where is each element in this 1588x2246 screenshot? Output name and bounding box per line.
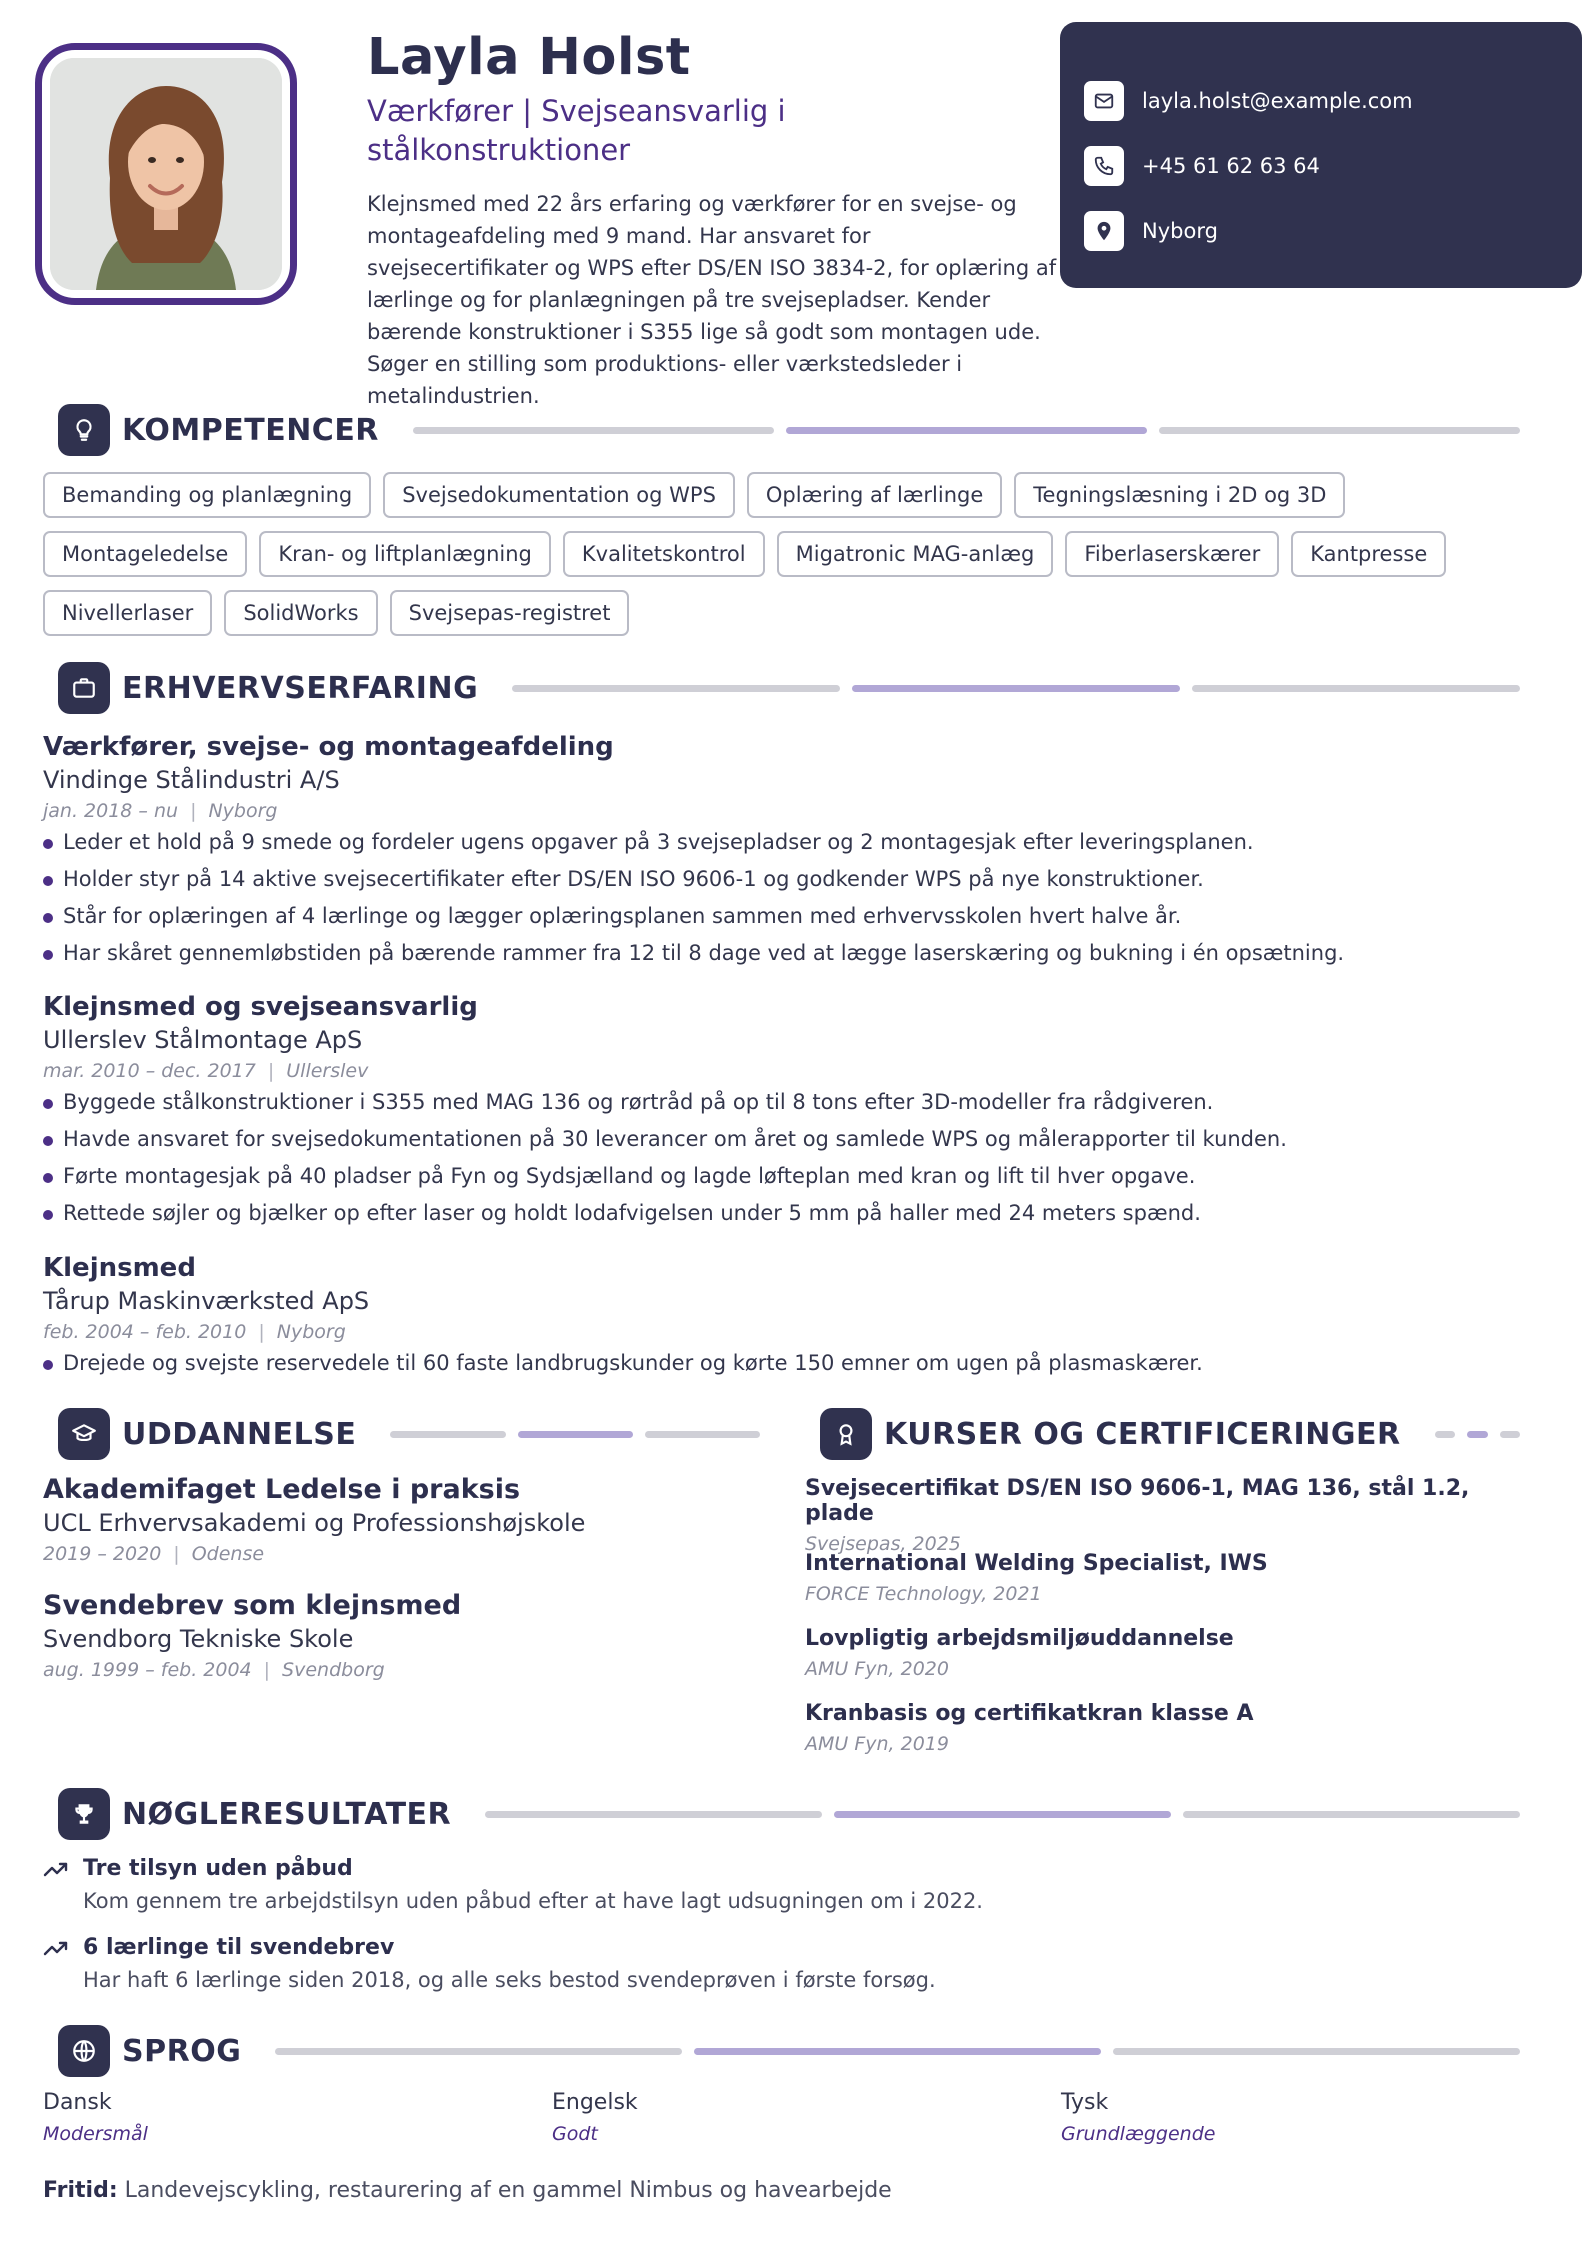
- company-name: Vindinge Stålindustri A/S: [43, 766, 340, 794]
- company-name: Tårup Maskinværksted ApS: [43, 1287, 370, 1315]
- course-meta: FORCE Technology, 2021: [805, 1583, 1042, 1605]
- experience-entry: [43, 1253, 1543, 1382]
- skill-tag: Svejsedokumentation og WPS: [383, 472, 735, 518]
- education-dates: 2019 – 2020: [43, 1543, 162, 1565]
- language-level: Godt: [552, 2123, 598, 2145]
- courses-section-header: [820, 1408, 1520, 1460]
- job-dates: mar. 2010 – dec. 2017: [43, 1060, 256, 1082]
- job-meta: mar. 2010 – dec. 2017 | Ullerslev: [43, 1060, 369, 1082]
- map-pin-icon: [1084, 211, 1124, 251]
- section-divider: [390, 1431, 760, 1438]
- course-meta: AMU Fyn, 2019: [805, 1733, 949, 1755]
- course-entry: [805, 1626, 1545, 1680]
- section-divider: [413, 427, 1520, 434]
- job-dates: jan. 2018 – nu: [43, 800, 179, 822]
- lightbulb-icon: [58, 404, 110, 456]
- result-description: Har haft 6 lærlinge siden 2018, og alle seks bestod svendeprøven i første forsøg.: [83, 1968, 936, 1992]
- job-dates: feb. 2004 – feb. 2010: [43, 1321, 247, 1343]
- course-entry: [805, 1476, 1545, 1555]
- skill-tag: Bemanding og planlægning: [43, 472, 371, 518]
- skill-tag: SolidWorks: [224, 590, 377, 636]
- section-title: KOMPETENCER: [122, 412, 379, 448]
- section-divider: [485, 1811, 1520, 1818]
- job-bullet: Leder et hold på 9 smede og fordeler ugens opgaver på 3 svejsepladser og 2 montagesjak efter leveringsplanen.: [43, 824, 1543, 861]
- job-meta: feb. 2004 – feb. 2010 | Nyborg: [43, 1321, 346, 1343]
- job-bullet: Har skåret gennemløbstiden på bærende rammer fra 12 til 8 dage ved at lægge laserskæring og bukning i én opsætning.: [43, 935, 1543, 972]
- profile-summary: Klejnsmed med 22 års erfaring og værkfører for en svejse- og montageafdeling med 9 mand. Har ansvaret for svejsecertifikater og WPS efter DS/EN ISO 3834-2, for oplæring af lærlinge og for planlægningen på tre svejsepladser. Kender bærende konstruktioner i S355 lige så godt som montagen ude. Søger en stilling som produktions- eller værkstedsleder i metalindustrien.: [367, 192, 1057, 408]
- job-bullets: [43, 824, 1543, 972]
- section-title: KURSER OG CERTIFICERINGER: [884, 1416, 1401, 1452]
- company-name: Ullerslev Stålmontage ApS: [43, 1026, 363, 1054]
- contact-phone[interactable]: +45 61 62 63 64: [1142, 153, 1320, 178]
- education-meta: aug. 1999 – feb. 2004 | Svendborg: [43, 1659, 385, 1681]
- contact-email-row[interactable]: [1084, 68, 1582, 133]
- education-location: Odense: [191, 1543, 265, 1565]
- job-location: Ullerslev: [286, 1060, 369, 1082]
- profile-photo: [50, 58, 282, 290]
- portrait-image: [50, 58, 282, 290]
- candidate-name: Layla Holst: [367, 28, 691, 87]
- hobbies-label: Fritid:: [43, 2178, 118, 2203]
- section-title: ERHVERVSERFARING: [122, 670, 479, 706]
- skill-tag: Migatronic MAG-anlæg: [777, 531, 1054, 577]
- contact-panel: [1060, 22, 1582, 288]
- skill-tag: Fiberlaserskærer: [1065, 531, 1279, 577]
- section-title: UDDANNELSE: [122, 1416, 357, 1452]
- trending-up-icon: [43, 1859, 69, 1879]
- job-bullets: [43, 1084, 1543, 1232]
- job-bullet: Drejede og svejste reservedele til 60 faste landbrugskunder og kørte 150 emner om ugen på plasmaskærer.: [43, 1345, 1543, 1382]
- phone-icon: [1084, 146, 1124, 186]
- skill-tag: Kantpresse: [1291, 531, 1446, 577]
- section-divider: [275, 2048, 1520, 2055]
- skills-section-header: [58, 404, 1520, 456]
- briefcase-icon: [58, 662, 110, 714]
- profile-photo-frame: [35, 43, 297, 305]
- language-name: Tysk: [1061, 2090, 1109, 2115]
- language-item: [43, 2090, 148, 2145]
- mail-icon: [1084, 81, 1124, 121]
- skills-list: [43, 472, 1533, 636]
- course-name: Lovpligtig arbejdsmiljøuddannelse: [805, 1626, 1234, 1651]
- skill-tag: Svejsepas-registret: [390, 590, 630, 636]
- job-location: Nyborg: [208, 800, 278, 822]
- trophy-icon: [58, 1788, 110, 1840]
- result-item: [43, 1935, 1543, 1992]
- education-title: Svendebrev som klejnsmed: [43, 1590, 462, 1621]
- experience-entry: [43, 992, 1543, 1232]
- job-title: Klejnsmed og svejseansvarlig: [43, 992, 478, 1022]
- job-title: Klejnsmed: [43, 1253, 196, 1283]
- language-level: Grundlæggende: [1061, 2123, 1216, 2145]
- skill-tag: Montageledelse: [43, 531, 247, 577]
- skill-tag: Nivellerlaser: [43, 590, 212, 636]
- result-description: Kom gennem tre arbejdstilsyn uden påbud efter at have lagt udsugningen om i 2022.: [83, 1889, 983, 1913]
- results-section-header: [58, 1788, 1520, 1840]
- education-dates: aug. 1999 – feb. 2004: [43, 1659, 252, 1681]
- contact-location-row: [1084, 198, 1582, 263]
- section-divider: [512, 685, 1520, 692]
- course-name: Kranbasis og certifikatkran klasse A: [805, 1701, 1254, 1726]
- job-bullet: Holder styr på 14 aktive svejsecertifikater efter DS/EN ISO 9606-1 og godkender WPS på nye konstruktioner.: [43, 861, 1543, 898]
- result-title: 6 lærlinge til svendebrev: [83, 1935, 395, 1960]
- job-title: Værkfører, svejse- og montageafdeling: [43, 732, 614, 762]
- contact-location: Nyborg: [1142, 218, 1218, 243]
- contact-phone-row[interactable]: [1084, 133, 1582, 198]
- language-name: Dansk: [43, 2090, 112, 2115]
- education-location: Svendborg: [282, 1659, 385, 1681]
- result-item: [43, 1856, 1543, 1913]
- contact-email[interactable]: layla.holst@example.com: [1142, 88, 1413, 113]
- skill-tag: Kvalitetskontrol: [563, 531, 765, 577]
- language-item: [552, 2090, 638, 2145]
- education-section-header: [58, 1408, 760, 1460]
- course-entry: [805, 1551, 1545, 1605]
- education-entry: [43, 1474, 763, 1565]
- skill-tag: Kran- og liftplanlægning: [259, 531, 551, 577]
- languages-section-header: [58, 2025, 1520, 2077]
- section-divider: [1435, 1431, 1520, 1438]
- course-meta: Svejsepas, 2025: [805, 1533, 961, 1555]
- trending-up-icon: [43, 1938, 69, 1958]
- course-name: International Welding Specialist, IWS: [805, 1551, 1268, 1576]
- skill-tag: Oplæring af lærlinge: [747, 472, 1002, 518]
- course-entry: [805, 1701, 1545, 1755]
- job-meta: jan. 2018 – nu | Nyborg: [43, 800, 278, 822]
- hobbies-text: Landevejscykling, restaurering af en gammel Nimbus og havearbejde: [124, 2178, 892, 2203]
- language-item: [1061, 2090, 1215, 2145]
- language-name: Engelsk: [552, 2090, 638, 2115]
- education-meta: 2019 – 2020 | Odense: [43, 1543, 265, 1565]
- language-level: Modersmål: [43, 2123, 148, 2145]
- job-bullet: Rettede søjler og bjælker op efter laser og holdt lodafvigelsen under 5 mm på haller med 24 meters spænd.: [43, 1195, 1543, 1232]
- experience-entry: [43, 732, 1543, 972]
- job-bullet: Byggede stålkonstruktioner i S355 med MAG 136 og rørtråd på op til 8 tons efter 3D-modeller fra rådgiveren.: [43, 1084, 1543, 1121]
- section-title: SPROG: [122, 2033, 242, 2069]
- award-icon: [820, 1408, 872, 1460]
- candidate-title: Værkfører | Svejseansvarlig i stålkonstruktioner: [367, 94, 786, 167]
- section-title: NØGLERESULTATER: [122, 1796, 452, 1832]
- skill-tag: Tegningslæsning i 2D og 3D: [1014, 472, 1345, 518]
- experience-section-header: [58, 662, 1520, 714]
- education-school: UCL Erhvervsakademi og Professionshøjskole: [43, 1509, 586, 1537]
- job-location: Nyborg: [276, 1321, 346, 1343]
- job-bullet: Havde ansvaret for svejsedokumentationen på 30 leverancer om året og samlede WPS og målerapporter til kunden.: [43, 1121, 1543, 1158]
- job-bullets: [43, 1345, 1543, 1382]
- course-meta: AMU Fyn, 2020: [805, 1658, 949, 1680]
- education-entry: [43, 1590, 763, 1681]
- graduation-cap-icon: [58, 1408, 110, 1460]
- hobbies: [43, 2178, 892, 2203]
- globe-icon: [58, 2025, 110, 2077]
- education-school: Svendborg Tekniske Skole: [43, 1625, 354, 1653]
- education-title: Akademifaget Ledelse i praksis: [43, 1474, 521, 1505]
- job-bullet: Førte montagesjak på 40 pladser på Fyn og Sydsjælland og lagde løfteplan med kran og lift til hver opgave.: [43, 1158, 1543, 1195]
- result-title: Tre tilsyn uden påbud: [83, 1856, 353, 1881]
- job-bullet: Står for oplæringen af 4 lærlinge og lægger oplæringsplanen sammen med erhvervsskolen hvert halve år.: [43, 898, 1543, 935]
- course-name: Svejsecertifikat DS/EN ISO 9606-1, MAG 136, stål 1.2, plade: [805, 1476, 1470, 1526]
